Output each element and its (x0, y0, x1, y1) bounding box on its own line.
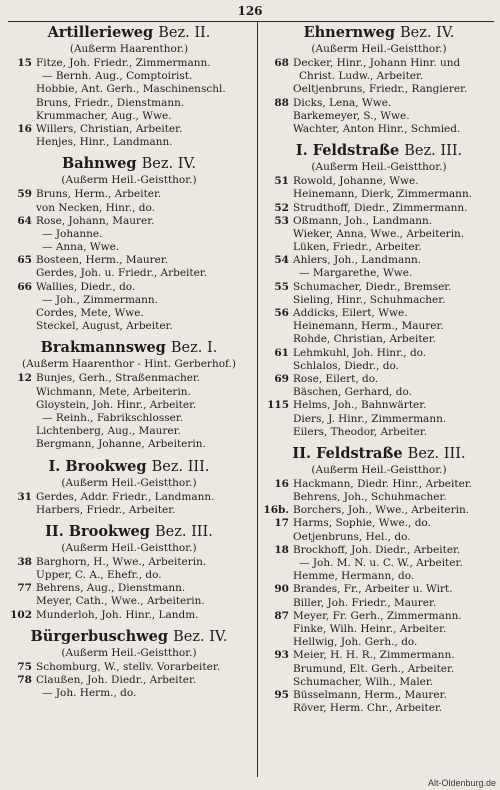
resident-text: Rose, Eilert, do. (293, 372, 379, 385)
street-name: II. Brookweg (45, 522, 150, 540)
street-heading (4, 24, 254, 42)
resident-text: Addicks, Eilert, Wwe. (293, 307, 408, 319)
district-number: Bez. IV. (141, 156, 197, 173)
resident-entry (261, 386, 497, 399)
resident-entry (261, 570, 497, 583)
resident-entry (4, 491, 254, 504)
resident-entry (261, 544, 497, 557)
resident-entry (261, 188, 497, 201)
house-number: 61 (274, 346, 289, 359)
resident-entry (261, 636, 497, 649)
street-block (4, 628, 254, 701)
street-name: Brakmannsweg (40, 339, 166, 357)
district-number: Bez. III. (154, 523, 213, 540)
district-number: Bez. III. (407, 445, 466, 462)
resident-entry (261, 413, 497, 426)
resident-text: Rose, Johann, Maurer. (36, 214, 155, 227)
resident-text: Strudthoff, Diedr., Zimmermann. (293, 201, 468, 214)
resident-entry (4, 241, 254, 254)
resident-text: Gloystein, Joh. Hinr., Arbeiter. (36, 398, 197, 411)
resident-entry (261, 57, 497, 70)
district-note: (Außerm Heil.-Geistthor.) (61, 646, 197, 659)
right-column (261, 24, 497, 715)
district-note: (Außerm Heil.-Geistthor.) (311, 161, 447, 174)
resident-text: Harbers, Friedr., Arbeiter. (36, 503, 176, 516)
resident-text: Bunjes, Gerh., Straßenmacher. (36, 372, 201, 385)
resident-entry (261, 676, 497, 689)
resident-text: Bosteen, Herm., Maurer. (36, 254, 169, 267)
resident-entry (261, 610, 497, 623)
street-name: I. Feldstraße (295, 142, 400, 160)
resident-entry (4, 123, 254, 136)
resident-text: Willers, Christian, Arbeiter. (36, 122, 183, 135)
resident-entry (4, 202, 254, 215)
resident-text: Schomburg, W., stellv. Vorarbeiter. (36, 660, 221, 673)
resident-text: — Reinh., Fabrikschlosser. (42, 411, 184, 424)
resident-entry (261, 663, 497, 676)
resident-text: Finke, Wilh. Heinr., Arbeiter. (293, 622, 447, 635)
district-note: (Außerm Heil.-Geistthor.) (311, 43, 447, 55)
resident-entry (261, 97, 497, 110)
district-number: Bez. III. (404, 143, 463, 160)
resident-text: Wieker, Anna, Wwe., Arbeiterin. (293, 227, 465, 240)
resident-entry (4, 228, 254, 241)
resident-text: Heinemann, Herm., Maurer. (293, 320, 444, 333)
resident-entry (261, 597, 497, 610)
resident-text: Munderloh, Joh. Hinr., Landm. (36, 608, 199, 621)
resident-entry (261, 347, 497, 360)
district-number: Bez. II. (158, 25, 211, 41)
street-name: Bürgerbuschweg (30, 627, 169, 645)
resident-entry (4, 307, 254, 320)
street-block (4, 339, 254, 451)
resident-text: Rohde, Christian, Arbeiter. (293, 333, 436, 346)
resident-text: Hemme, Hermann, do. (293, 570, 415, 583)
resident-text: Lehmkuhl, Joh. Hinr., do. (293, 346, 427, 359)
resident-entry (4, 609, 254, 622)
street-heading (4, 339, 254, 357)
resident-text: Barkemeyer, S., Wwe. (293, 109, 410, 122)
resident-text: Behrens, Joh., Schuhmacher. (293, 491, 447, 504)
resident-text: Bergmann, Johanne, Arbeiterin. (36, 438, 206, 451)
resident-text: Lüken, Friedr., Arbeiter. (293, 241, 422, 254)
resident-text: Schumacher, Wilh., Maler. (293, 675, 434, 688)
resident-entry (4, 254, 254, 267)
street-name: I. Brookweg (48, 457, 147, 475)
resident-entry (261, 294, 497, 307)
resident-text: Fitze, Joh. Friedr., Zimmermann. (36, 57, 211, 69)
house-number: 52 (274, 201, 289, 214)
street-name: Artillerieweg (47, 24, 154, 41)
house-number: 69 (274, 372, 289, 385)
resident-entry (4, 110, 254, 123)
house-number: 77 (17, 582, 32, 595)
district-note: (Außerm Haarenthor.) (69, 43, 189, 55)
house-number: 18 (274, 543, 289, 556)
resident-entry (261, 517, 497, 530)
resident-text: Ahlers, Joh., Landmann. (293, 254, 422, 267)
house-number: 102 (10, 608, 32, 621)
resident-text: Rowold, Johanne, Wwe. (293, 175, 419, 188)
resident-text: Büsselmann, Herm., Maurer. (293, 688, 447, 701)
street-block (4, 458, 254, 517)
resident-text: Röver, Herm. Chr., Arbeiter. (293, 702, 443, 715)
district-note: (Außerm Heil.-Geistthor.) (61, 476, 197, 489)
house-number: 51 (274, 175, 289, 188)
resident-entry (4, 70, 254, 83)
left-column (4, 24, 254, 700)
street-heading (4, 155, 254, 173)
resident-text: — Anna, Wwe. (42, 241, 120, 254)
resident-text: Oeltjenbruns, Friedr., Rangierer. (293, 83, 468, 96)
resident-text: Gerdes, Addr. Friedr., Landmann. (36, 490, 215, 503)
house-number: 15 (17, 57, 32, 69)
district-number: Bez. III. (151, 458, 210, 475)
resident-entry (261, 267, 497, 280)
resident-entry (4, 372, 254, 385)
street-heading (261, 445, 497, 463)
resident-text: Bruns, Friedr., Dienstmann. (36, 96, 185, 109)
resident-text: Hellwig, Joh. Gerh., do. (293, 636, 418, 649)
resident-entry (261, 689, 497, 702)
resident-text: Oetjenbruns, Hel., do. (293, 530, 411, 543)
resident-text: Lichtenberg, Aug., Maurer. (36, 425, 181, 438)
resident-text: Brockhoff, Joh. Diedr., Arbeiter. (293, 543, 461, 556)
resident-text: Hackmann, Diedr. Hinr., Arbeiter. (293, 477, 473, 490)
resident-entry (4, 504, 254, 517)
resident-entry (4, 661, 254, 674)
page-number: 126 (237, 4, 263, 18)
house-number: 38 (17, 555, 32, 568)
resident-text: Cordes, Mete, Wwe. (36, 307, 144, 319)
house-number: 115 (267, 399, 289, 412)
street-block (4, 523, 254, 622)
resident-text: Schumacher, Diedr., Bremser. (293, 280, 452, 293)
house-number: 16 (17, 122, 32, 135)
resident-text: Bruns, Herm., Arbeiter. (36, 188, 162, 201)
resident-entry (261, 333, 497, 346)
resident-entry (4, 425, 254, 438)
resident-entry (4, 569, 254, 582)
house-number: 68 (274, 57, 289, 69)
street-heading (4, 458, 254, 476)
street-heading (4, 628, 254, 646)
resident-entry (261, 478, 497, 491)
resident-text: Claußen, Joh. Diedr., Arbeiter. (36, 674, 197, 686)
resident-text: Gerdes, Joh. u. Friedr., Arbeiter. (36, 267, 208, 280)
house-number: 64 (17, 214, 32, 227)
resident-entry (261, 110, 497, 123)
resident-entry (261, 228, 497, 241)
resident-text: — Johanne. (42, 227, 103, 240)
resident-entry (261, 123, 497, 136)
house-number: 59 (17, 188, 32, 201)
resident-entry (261, 360, 497, 373)
resident-entry (4, 674, 254, 687)
resident-text: Meyer, Fr. Gerh., Zimmermann. (293, 609, 462, 622)
site-credit: Alt-Oldenburg.de (427, 778, 496, 788)
resident-entry (261, 531, 497, 544)
house-number: 16 (274, 477, 289, 490)
resident-entry (4, 281, 254, 294)
district-number: Bez. IV. (400, 25, 455, 41)
house-number: 56 (274, 307, 289, 319)
resident-text: Schlalos, Diedr., do. (293, 359, 399, 372)
house-number: 55 (274, 280, 289, 293)
resident-text: Wachter, Anton Hinr., Schmied. (293, 122, 461, 135)
resident-entry (261, 320, 497, 333)
resident-entry (261, 175, 497, 188)
street-name: II. Feldstraße (292, 444, 403, 462)
resident-entry (4, 556, 254, 569)
resident-text: Bäschen, Gerhard, do. (293, 386, 412, 399)
house-number: 65 (17, 254, 32, 267)
house-number: 93 (274, 649, 289, 662)
resident-text: — Joh. M. N. u. C. W., Arbeiter. (299, 557, 463, 569)
house-number: 12 (17, 372, 32, 385)
resident-entry (4, 386, 254, 399)
resident-text: — Margarethe, Wwe. (299, 267, 413, 280)
resident-text: Henjes, Hinr., Landmann. (36, 136, 173, 149)
district-number: Bez. I. (170, 340, 218, 357)
resident-entry (4, 294, 254, 307)
resident-text: Christ. Ludw., Arbeiter. (299, 70, 424, 83)
resident-entry (261, 202, 497, 215)
resident-entry (261, 583, 497, 596)
district-number: Bez. IV. (173, 628, 228, 645)
house-number: 17 (274, 517, 289, 530)
resident-text: Harms, Sophie, Wwe., do. (293, 517, 431, 530)
resident-text: Krummacher, Aug., Wwe. (36, 109, 172, 122)
house-number: 54 (274, 254, 289, 267)
resident-entry (4, 57, 254, 70)
district-note: (Außerm Heil.-Geistthor.) (61, 174, 197, 187)
resident-text: Eilers, Theodor, Arbeiter. (293, 425, 428, 438)
resident-text: Barghorn, H., Wwe., Arbeiterin. (36, 555, 207, 568)
district-note: (Außerm Haarenthor - Hint. Gerberhof.) (22, 358, 236, 371)
resident-entry (4, 687, 254, 700)
resident-entry (261, 623, 497, 636)
resident-entry (4, 97, 254, 110)
resident-entry (261, 70, 497, 83)
resident-text: Wichmann, Mete, Arbeiterin. (36, 385, 191, 398)
resident-entry (261, 649, 497, 662)
resident-text: Heinemann, Dierk, Zimmermann. (293, 188, 473, 201)
street-heading (261, 142, 497, 160)
resident-entry (4, 412, 254, 425)
resident-entry (4, 399, 254, 412)
resident-entry (261, 491, 497, 504)
house-number: 75 (17, 660, 32, 673)
house-number: 53 (274, 214, 289, 227)
resident-text: Steckel, August, Arbeiter. (36, 320, 173, 333)
resident-text: Decker, Hinr., Johann Hinr. und (293, 57, 461, 69)
resident-text: Oßmann, Joh., Landmann. (293, 214, 433, 227)
resident-entry (4, 136, 254, 149)
house-number: 88 (274, 96, 289, 109)
resident-entry (261, 241, 497, 254)
street-block (4, 24, 254, 149)
resident-entry (261, 307, 497, 320)
house-number: 90 (274, 583, 289, 596)
resident-entry (4, 267, 254, 280)
house-number: 31 (17, 490, 32, 503)
resident-entry (261, 426, 497, 439)
resident-text: Meier, H. H. R., Zimmermann. (293, 649, 455, 662)
house-number: 87 (274, 609, 289, 622)
resident-text: Biller, Joh. Friedr., Maurer. (293, 596, 437, 609)
house-number: 95 (274, 688, 289, 701)
resident-entry (4, 595, 254, 608)
resident-text: — Joh. Herm., do. (42, 687, 137, 700)
header-rule (8, 21, 494, 22)
resident-entry (4, 188, 254, 201)
resident-text: Wallies, Diedr., do. (36, 280, 136, 293)
resident-entry (261, 281, 497, 294)
resident-text: Borchers, Joh., Wwe., Arbeiterin. (293, 504, 470, 517)
street-block (4, 155, 254, 333)
resident-entry (4, 83, 254, 96)
resident-text: Diers, J. Hinr., Zimmermann. (293, 412, 447, 425)
district-note: (Außerm Heil.-Geistthor.) (311, 463, 447, 476)
house-number: 78 (17, 674, 32, 686)
resident-text: von Necken, Hinr., do. (36, 201, 156, 214)
resident-entry (261, 215, 497, 228)
street-name: Ehnernweg (303, 24, 395, 41)
resident-entry (261, 557, 497, 570)
resident-text: — Bernh. Aug., Comptoirist. (42, 70, 193, 83)
resident-text: — Joh., Zimmermann. (42, 293, 159, 306)
resident-text: Behrens, Aug., Dienstmann. (36, 582, 186, 595)
resident-entry (261, 254, 497, 267)
resident-text: Upper, C. A., Ehefr., do. (36, 569, 162, 582)
resident-entry (4, 215, 254, 228)
resident-entry (4, 582, 254, 595)
resident-entry (4, 438, 254, 451)
resident-text: Hobbie, Ant. Gerh., Maschinenschl. (36, 83, 226, 96)
street-block (261, 142, 497, 439)
resident-text: Brandes, Fr., Arbeiter u. Wirt. (293, 583, 453, 596)
house-number: 16b. (263, 504, 289, 517)
resident-text: Helms, Joh., Bahnwärter. (293, 399, 427, 412)
street-heading (4, 523, 254, 541)
resident-entry (4, 320, 254, 333)
street-block (261, 24, 497, 136)
column-divider (257, 22, 258, 777)
resident-text: Meyer, Cath., Wwe., Arbeiterin. (36, 595, 205, 608)
resident-text: Brumund, Elt. Gerh., Arbeiter. (293, 662, 455, 675)
resident-text: Sieling, Hinr., Schuhmacher. (293, 293, 446, 306)
street-block (261, 445, 497, 715)
resident-entry (261, 399, 497, 412)
resident-entry (261, 373, 497, 386)
house-number: 66 (17, 280, 32, 293)
resident-entry (261, 504, 497, 517)
street-name: Bahnweg (61, 155, 137, 173)
district-note: (Außerm Heil.-Geistthor.) (61, 541, 197, 554)
resident-text: Dicks, Lena, Wwe. (293, 96, 392, 109)
street-heading (261, 24, 497, 42)
resident-entry (261, 702, 497, 715)
resident-entry (261, 83, 497, 96)
